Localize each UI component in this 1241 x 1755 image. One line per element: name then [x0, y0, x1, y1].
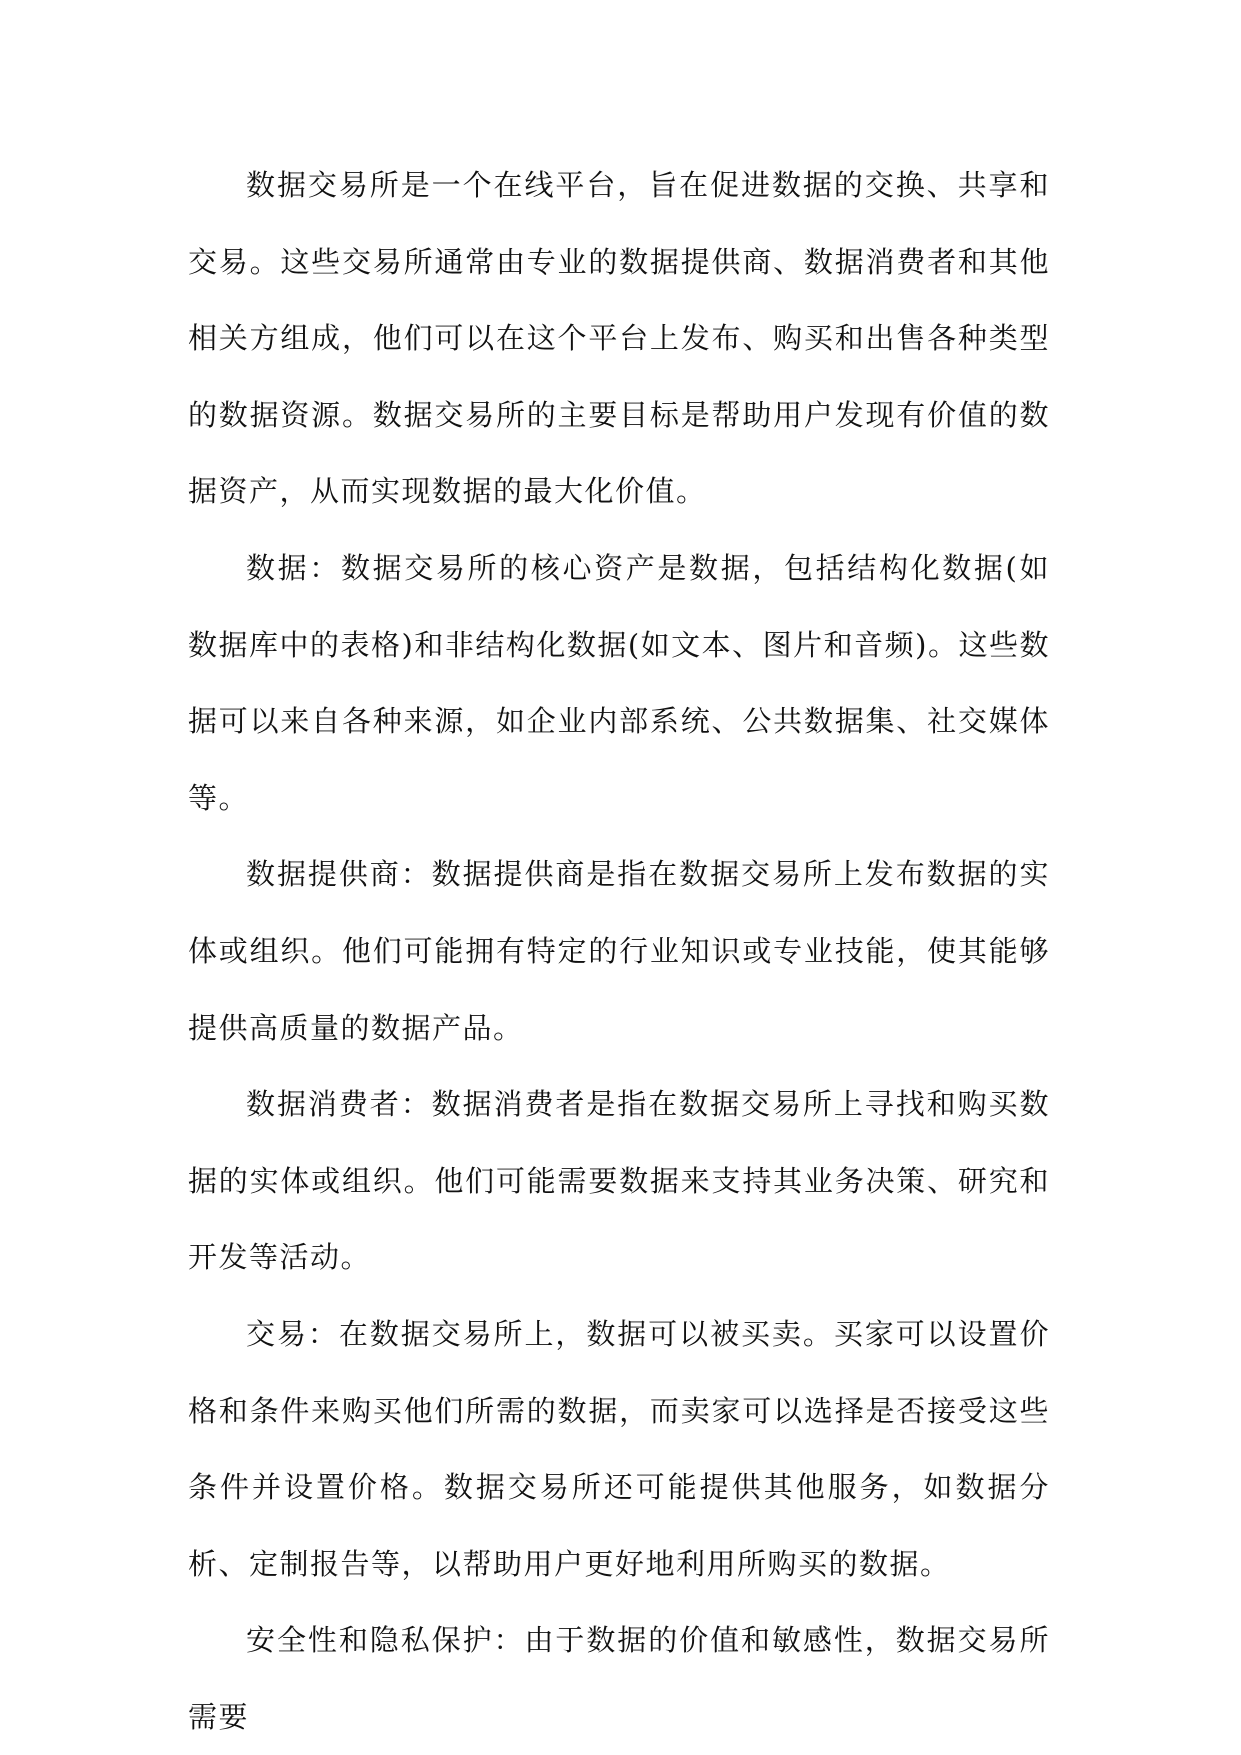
paragraph-data: 数据：数据交易所的核心资产是数据，包括结构化数据(如数据库中的表格)和非结构化数据(如文本、图片和音频)。这些数据可以来自各种来源，如企业内部系统、公共数据集、社交媒体等。 — [188, 550, 1050, 815]
paragraph-security-privacy: 安全性和隐私保护：由于数据的价值和敏感性，数据交易所需要 — [188, 1623, 1050, 1734]
paragraph-intro: 数据交易所是一个在线平台，旨在促进数据的交换、共享和交易。这些交易所通常由专业的数据提供商、数据消费者和其他相关方组成，他们可以在这个平台上发布、购买和出售各种类型的数据资源。数据交易所的主要目标是帮助用户发现有价值的数据资产，从而实现数据的最大化价值。 — [188, 168, 1050, 509]
paragraph-trading: 交易：在数据交易所上，数据可以被买卖。买家可以设置价格和条件来购买他们所需的数据，而卖家可以选择是否接受这些条件并设置价格。数据交易所还可能提供其他服务，如数据分析、定制报告等，以帮助用户更好地利用所购买的数据。 — [188, 1316, 1050, 1581]
paragraph-data-provider: 数据提供商：数据提供商是指在数据交易所上发布数据的实体或组织。他们可能拥有特定的行业知识或专业技能，使其能够提供高质量的数据产品。 — [188, 857, 1050, 1045]
paragraph-data-consumer: 数据消费者：数据消费者是指在数据交易所上寻找和购买数据的实体或组织。他们可能需要数据来支持其业务决策、研究和开发等活动。 — [188, 1087, 1050, 1275]
document-body — [188, 147, 1050, 1755]
